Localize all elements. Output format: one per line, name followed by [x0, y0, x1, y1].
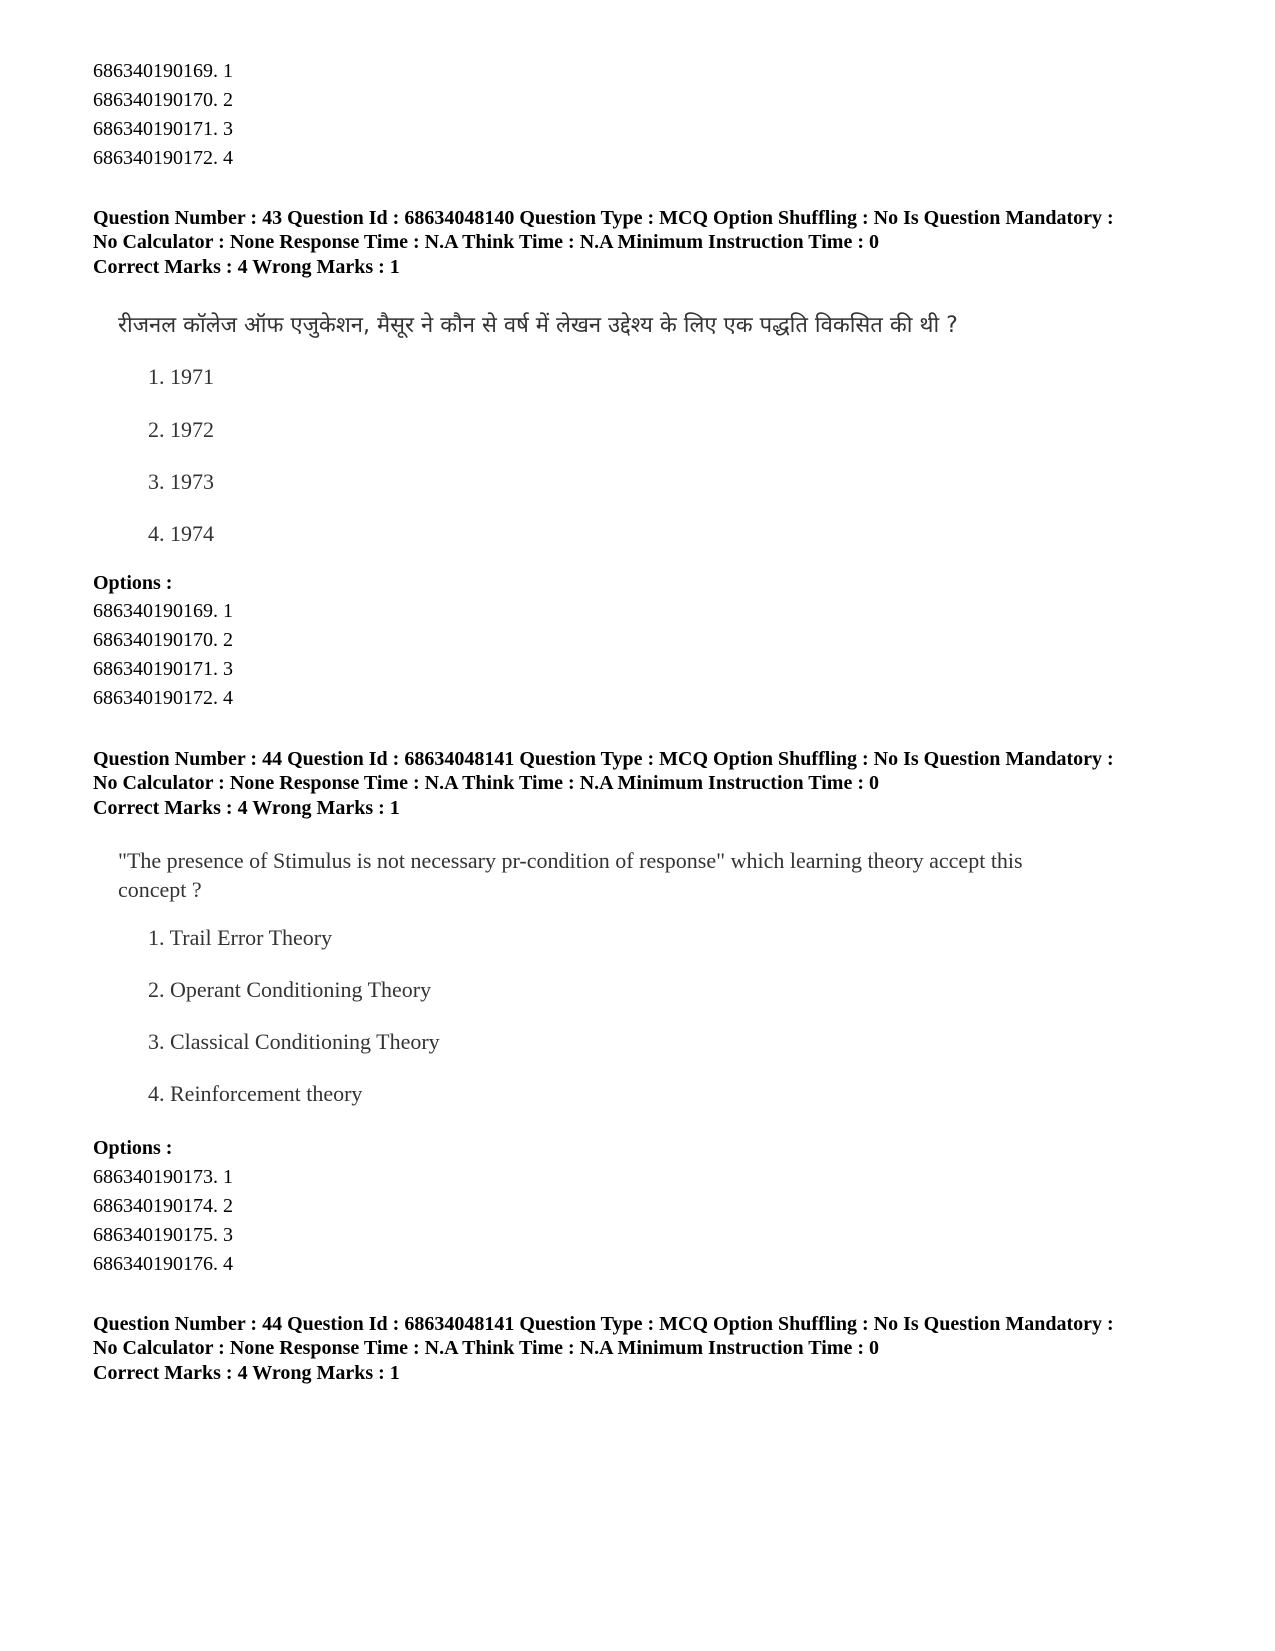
q43-choice-3: 3. 1973	[148, 469, 214, 494]
q44b-header-line1: Question Number : 44 Question Id : 68634048141 Question Type : MCQ Option Shuffling : No Is Question Mandatory :	[93, 1313, 1114, 1335]
q43-marks: Correct Marks : 4 Wrong Marks : 1	[93, 256, 400, 278]
q44-options-list	[93, 1163, 233, 1279]
option-line: 686340190169. 1	[93, 60, 233, 82]
option-line: 686340190170. 2	[93, 89, 233, 111]
q44b-header	[93, 1312, 1213, 1360]
option-line: 686340190176. 4	[93, 1253, 233, 1275]
q43-choice-2: 2. 1972	[148, 417, 214, 442]
q44-choice-4: 4. Reinforcement theory	[148, 1081, 363, 1106]
q43-header-line2: No Calculator : None Response Time : N.A Think Time : N.A Minimum Instruction Time : 0	[93, 231, 879, 253]
q43-choice-4: 4. 1974	[148, 521, 214, 546]
q44b-marks: Correct Marks : 4 Wrong Marks : 1	[93, 1362, 400, 1384]
option-line: 686340190172. 4	[93, 687, 233, 709]
q44-header-line1: Question Number : 44 Question Id : 68634048141 Question Type : MCQ Option Shuffling : No Is Question Mandatory :	[93, 748, 1114, 770]
option-line: 686340190172. 4	[93, 147, 233, 169]
option-line: 686340190171. 3	[93, 118, 233, 140]
q44-header	[93, 747, 1213, 795]
q43-options-label: Options :	[93, 572, 173, 594]
option-line: 686340190174. 2	[93, 1195, 233, 1217]
option-line: 686340190170. 2	[93, 629, 233, 651]
q43-header-line1: Question Number : 43 Question Id : 68634048140 Question Type : MCQ Option Shuffling : No Is Question Mandatory :	[93, 207, 1114, 229]
q44-marks: Correct Marks : 4 Wrong Marks : 1	[93, 797, 400, 819]
option-line: 686340190171. 3	[93, 658, 233, 680]
q44-options-label: Options :	[93, 1137, 173, 1159]
q43-options-list	[93, 597, 233, 713]
q43-choice-1: 1. 1971	[148, 364, 214, 389]
q44-choice-3: 3. Classical Conditioning Theory	[148, 1029, 440, 1054]
option-line: 686340190169. 1	[93, 600, 233, 622]
prev-options-list	[93, 57, 233, 173]
q43-question-text: रीजनल कॉलेज ऑफ एजुकेशन, मैसूर ने कौन से वर्ष में लेखन उद्देश्य के लिए एक पद्धति विकसित की थी ?	[118, 313, 958, 338]
q44-choice-2: 2. Operant Conditioning Theory	[148, 977, 432, 1002]
option-line: 686340190173. 1	[93, 1166, 233, 1188]
q44-header-line2: No Calculator : None Response Time : N.A Think Time : N.A Minimum Instruction Time : 0	[93, 772, 879, 794]
option-line: 686340190175. 3	[93, 1224, 233, 1246]
q44-question-text: "The presence of Stimulus is not necessary pr-condition of response" which learning theory accept this concept ?	[118, 848, 1023, 902]
q43-header	[93, 206, 1213, 254]
q44-choice-1: 1. Trail Error Theory	[148, 925, 333, 950]
q44b-header-line2: No Calculator : None Response Time : N.A Think Time : N.A Minimum Instruction Time : 0	[93, 1337, 879, 1359]
